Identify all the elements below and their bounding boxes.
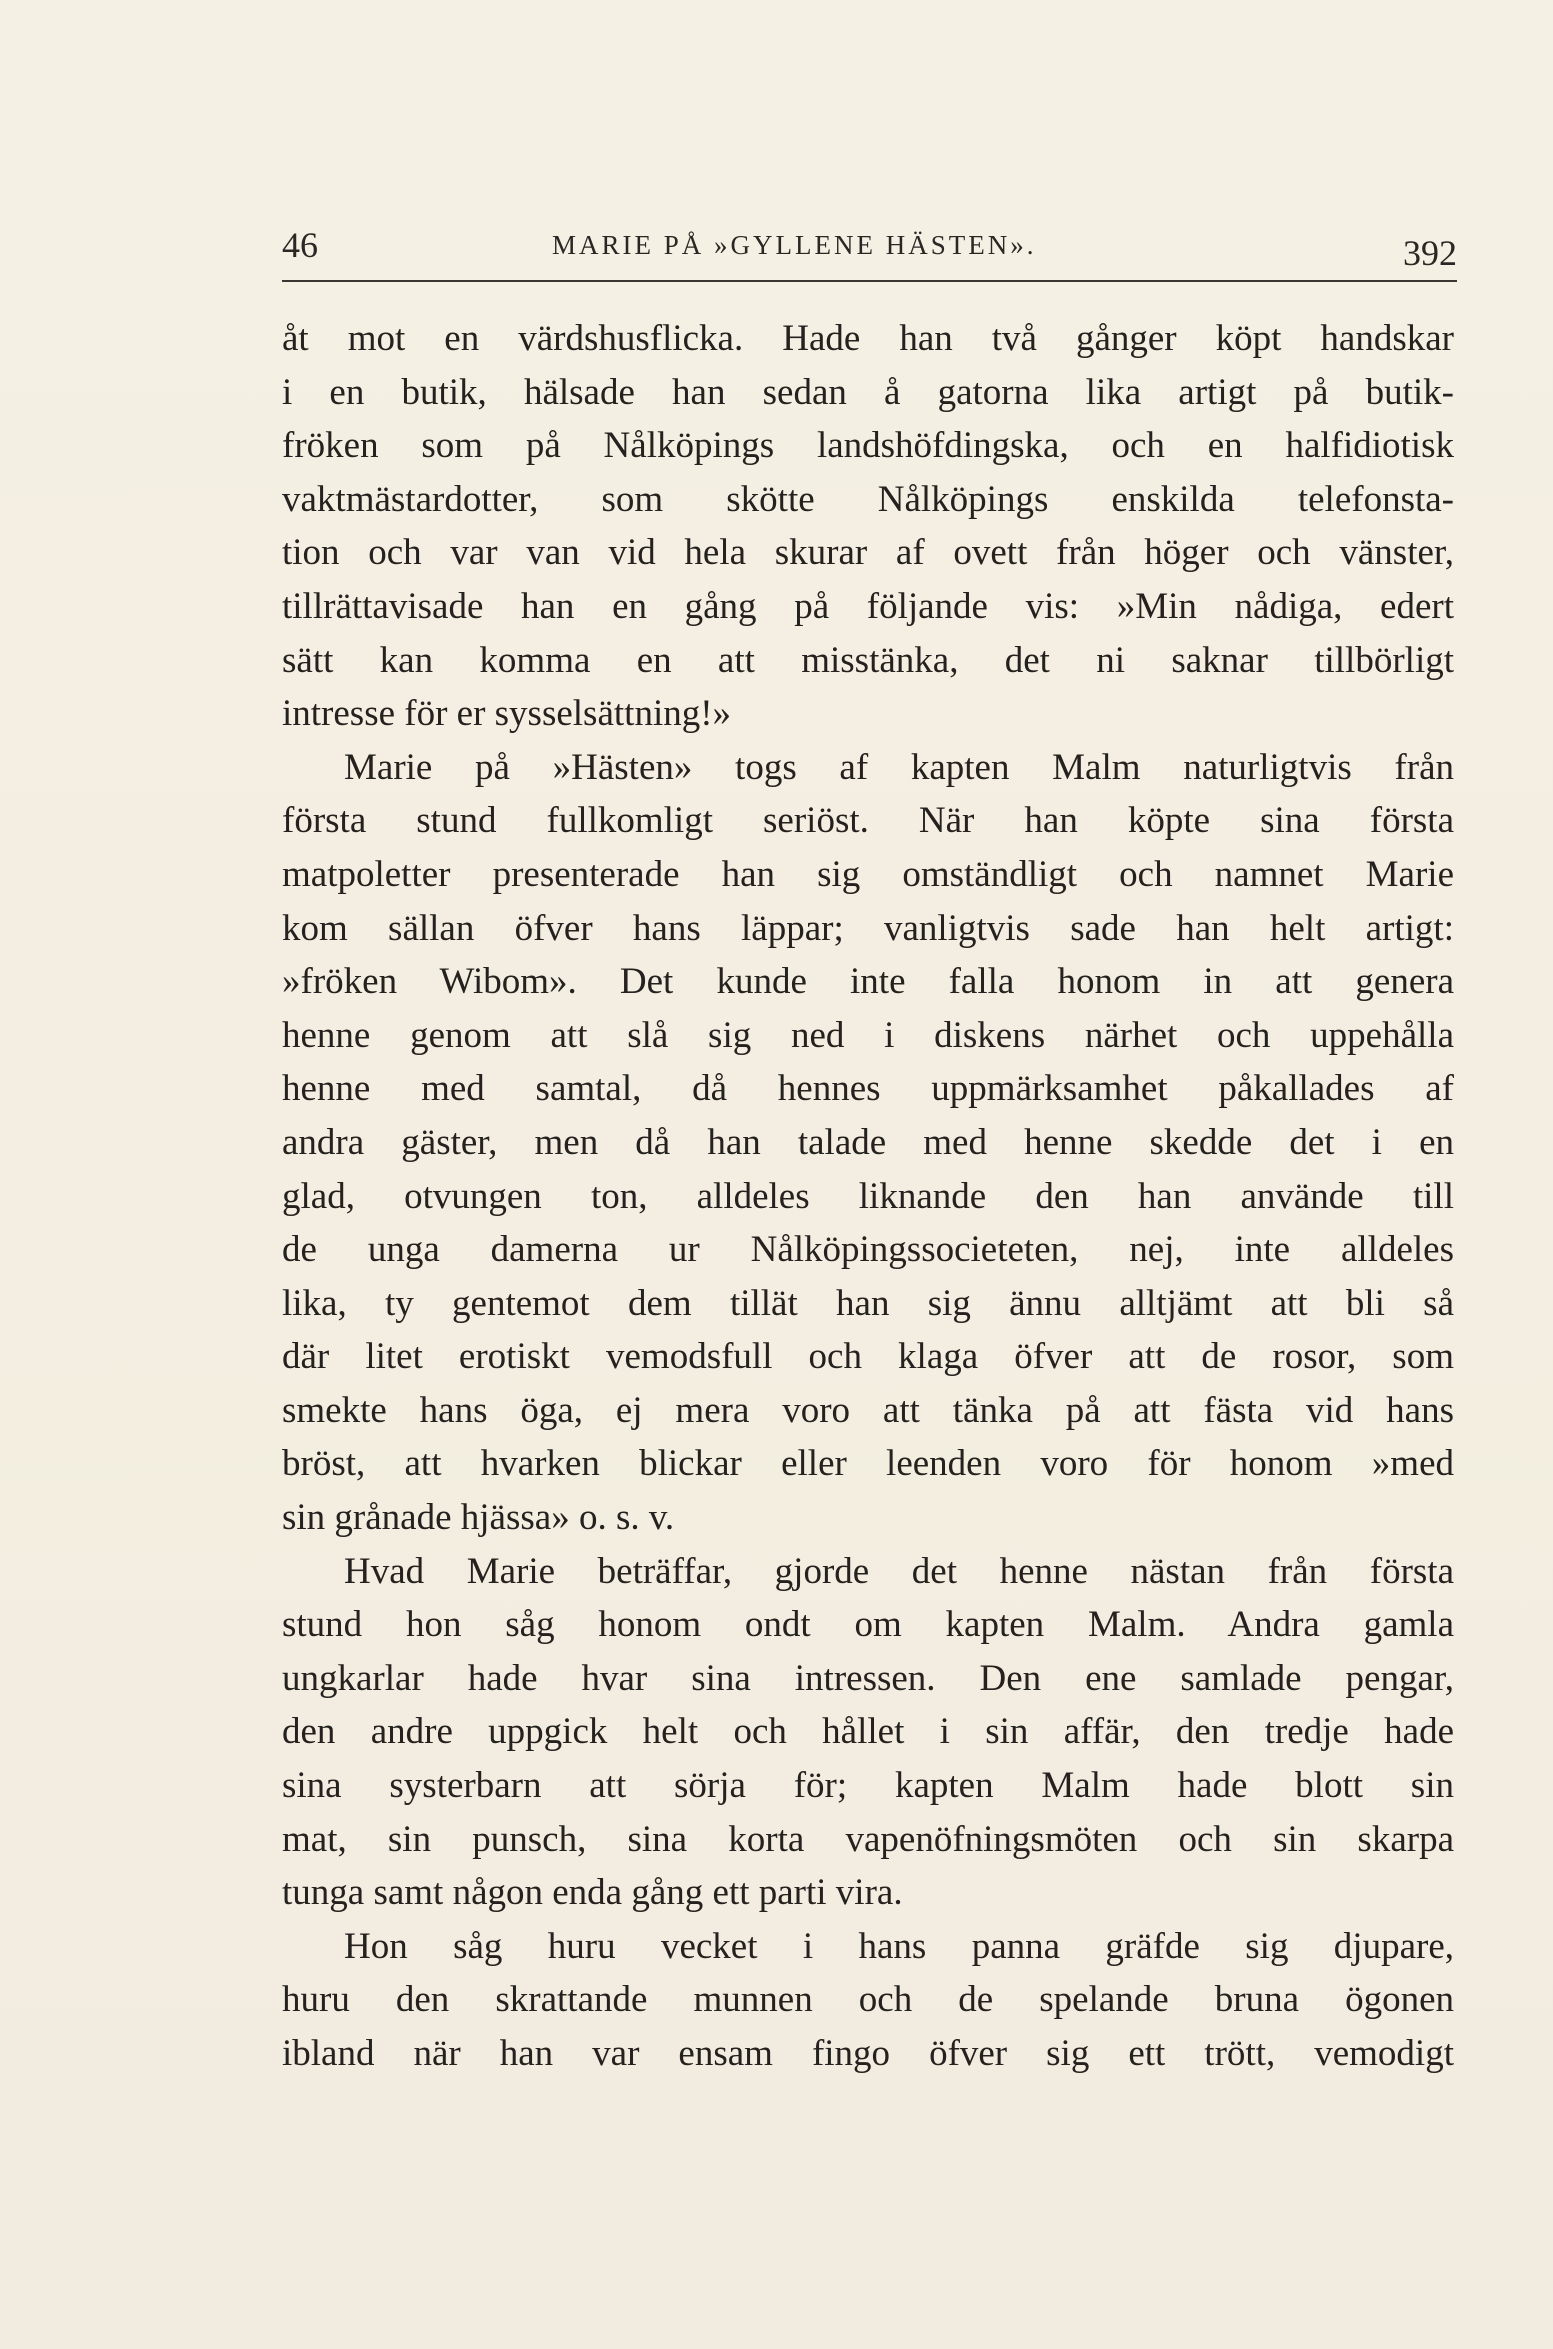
text-line: den andre uppgick helt och hållet i sin affär, den tredje hade — [282, 1711, 1454, 1753]
text-line: fröken som på Nålköpings landshöfdingska, och en halfidiotisk — [282, 425, 1454, 467]
text-line: henne med samtal, då hennes uppmärksamhet påkallades af — [282, 1068, 1454, 1110]
text-line: bröst, att hvarken blickar eller leenden voro för honom »med — [282, 1443, 1454, 1485]
page-number-right: 392 — [1403, 233, 1457, 273]
text-line: de unga damerna ur Nålköpingssocieteten, nej, inte alldeles — [282, 1229, 1454, 1271]
text-line: smekte hans öga, ej mera voro att tänka på att fästa vid hans — [282, 1389, 1454, 1431]
text-line: Marie på »Hästen» togs af kapten Malm naturligtvis från — [344, 746, 1454, 788]
text-line: huru den skrattande munnen och de spelande bruna ögonen — [282, 1979, 1454, 2021]
text-line: sina systerbarn att sörja för; kapten Malm hade blott sin — [282, 1765, 1454, 1807]
text-line: ibland när han var ensam fingo öfver sig ett trött, vemodigt — [282, 2033, 1454, 2074]
text-line: matpoletter presenterade han sig omständligt och namnet Marie — [282, 853, 1454, 895]
text-line: där litet erotiskt vemodsfull och klaga öfver att de rosor, som — [282, 1336, 1454, 1378]
text-line: i en butik, hälsade han sedan å gatorna lika artigt på butik- — [282, 371, 1454, 413]
text-line: första stund fullkomligt seriöst. När han köpte sina första — [282, 800, 1454, 842]
page-header — [282, 218, 1457, 278]
text-line: sin grånade hjässa» o. s. v. — [282, 1497, 675, 1539]
text-line: mat, sin punsch, sina korta vapenöfningsmöten och sin skarpa — [282, 1818, 1454, 1860]
text-line: tion och var van vid hela skurar af ovett från höger och vänster, — [282, 532, 1454, 574]
text-line: åt mot en värdshusflicka. Hade han två gånger köpt handskar — [282, 318, 1454, 359]
text-line: Hvad Marie beträffar, gjorde det henne nästan från första — [344, 1550, 1454, 1592]
text-line: vaktmästardotter, som skötte Nålköpings enskilda telefonsta- — [282, 478, 1454, 520]
text-line: stund hon såg honom ondt om kapten Malm. Andra gamla — [282, 1604, 1454, 1646]
text-line: sätt kan komma en att misstänka, det ni saknar tillbörligt — [282, 639, 1454, 681]
text-line: andra gäster, men då han talade med henne skedde det i en — [282, 1121, 1454, 1163]
text-line: intresse för er sysselsättning!» — [282, 693, 732, 735]
text-line: ungkarlar hade hvar sina intressen. Den ene samlade pengar, — [282, 1657, 1454, 1699]
text-line: tunga samt någon enda gång ett parti vira. — [282, 1872, 903, 1914]
text-line: »fröken Wibom». Det kunde inte falla honom in att genera — [282, 961, 1454, 1003]
page-number-left: 46 — [282, 225, 318, 265]
text-line: Hon såg huru vecket i hans panna gräfde sig djupare, — [344, 1925, 1454, 1967]
text-line: lika, ty gentemot dem tillät han sig ännu alltjämt att bli så — [282, 1282, 1454, 1324]
text-line: glad, otvungen ton, alldeles liknande den han använde till — [282, 1175, 1454, 1217]
text-line: kom sällan öfver hans läppar; vanligtvis sade han helt artigt: — [282, 907, 1454, 949]
body-text — [282, 312, 1454, 2081]
text-line: tillrättavisade han en gång på följande vis: »Min nådiga, edert — [282, 585, 1454, 627]
text-line: henne genom att slå sig ned i diskens närhet och uppehålla — [282, 1014, 1454, 1056]
header-rule — [282, 280, 1457, 282]
running-title: MARIE PÅ »GYLLENE HÄSTEN». — [552, 230, 1037, 260]
